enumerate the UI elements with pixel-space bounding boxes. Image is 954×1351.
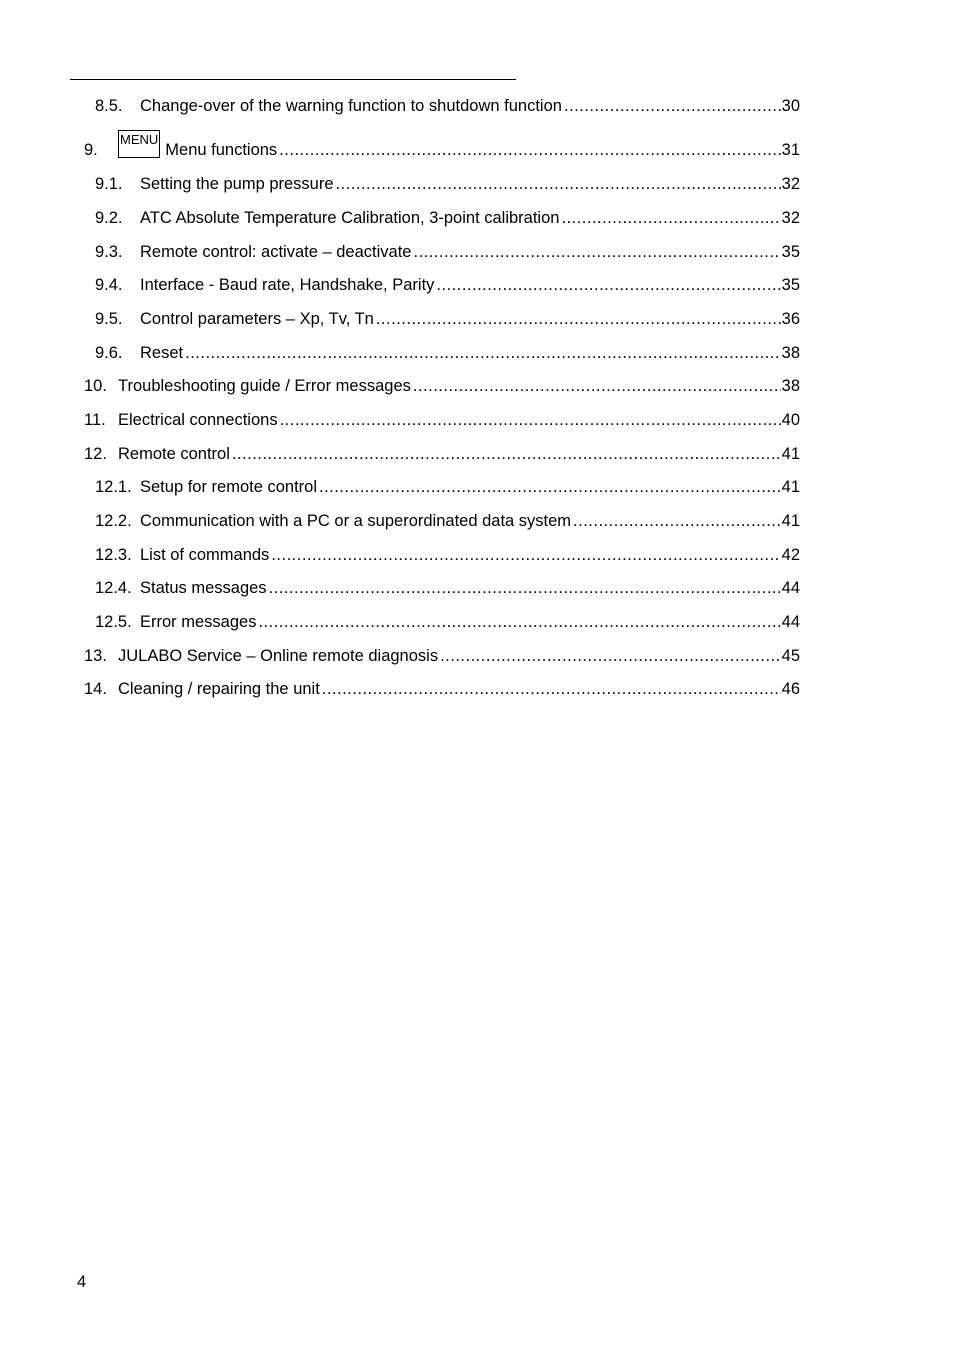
- toc-dot-leader: [271, 545, 780, 565]
- toc-entry-11[interactable]: [84, 408, 800, 430]
- toc-dot-leader: [280, 410, 781, 430]
- toc-entry-title: Reset: [140, 344, 184, 362]
- toc-entry-12-1[interactable]: [95, 475, 800, 497]
- toc-entry-number: 10.: [84, 377, 107, 395]
- toc-entry-number: 12.4.: [95, 579, 132, 597]
- toc-entry-title: List of commands: [140, 546, 270, 564]
- toc-dot-leader: [322, 679, 781, 699]
- toc-entry-number: 9.5.: [95, 310, 123, 328]
- toc-entry-title: Control parameters – Xp, Tv, Tn: [140, 310, 374, 328]
- toc-entry-number: 8.5.: [95, 97, 123, 115]
- toc-entry-number: 9.3.: [95, 243, 123, 261]
- toc-entry-9-5[interactable]: [95, 307, 800, 329]
- toc-entry-page: 41: [781, 512, 800, 530]
- toc-dot-leader: [436, 275, 780, 295]
- toc-entry-12-2[interactable]: [95, 509, 800, 531]
- toc-dot-leader: [185, 343, 781, 363]
- toc-entry-title: Remote control: [118, 445, 230, 463]
- toc-entry-number: 9.6.: [95, 344, 123, 362]
- toc-entry-9-1[interactable]: [95, 172, 800, 194]
- toc-entry-number: 12.: [84, 445, 107, 463]
- toc-entry-page: 42: [781, 546, 800, 564]
- toc-entry-title: JULABO Service – Online remote diagnosis: [118, 647, 439, 665]
- toc-entry-title: Status messages: [140, 579, 267, 597]
- toc-entry-page: 38: [781, 344, 800, 362]
- toc-entry-number: 12.2.: [95, 512, 132, 530]
- toc-dot-leader: [376, 309, 781, 329]
- toc-dot-leader: [564, 96, 781, 116]
- toc-entry-title: Setup for remote control: [140, 478, 318, 496]
- toc-entry-page: 41: [781, 445, 800, 463]
- toc-entry-page: 44: [781, 579, 800, 597]
- toc-entry-page: 38: [781, 377, 800, 395]
- toc-entry-page: 40: [781, 411, 800, 429]
- toc-entry-page: 30: [781, 97, 800, 115]
- toc-entry-page: 44: [781, 613, 800, 631]
- toc-entry-number: 9.2.: [95, 209, 123, 227]
- toc-entry-page: 41: [781, 478, 800, 496]
- toc-entry-title: Setting the pump pressure: [140, 175, 334, 193]
- toc-entry-title: Electrical connections: [118, 411, 278, 429]
- toc-entry-page: 32: [781, 209, 800, 227]
- toc-entry-title: Communication with a PC or a superordinated data system: [140, 512, 572, 530]
- toc-entry-title: Remote control: activate – deactivate: [140, 243, 412, 261]
- toc-dot-leader: [319, 477, 781, 497]
- toc-dot-leader: [561, 208, 780, 228]
- page-number: 4: [77, 1273, 87, 1291]
- toc-dot-leader: [440, 646, 781, 666]
- toc-dot-leader: [279, 140, 780, 160]
- toc-entry-title: Troubleshooting guide / Error messages: [118, 377, 411, 395]
- toc-entry-number: 12.1.: [95, 478, 132, 496]
- toc-entry-title: Error messages: [140, 613, 257, 631]
- toc-entry-number: 12.3.: [95, 546, 132, 564]
- toc-entry-9-3[interactable]: [95, 240, 800, 262]
- toc-dot-leader: [413, 376, 781, 396]
- toc-dot-leader: [336, 174, 781, 194]
- toc-entry-12-4[interactable]: [95, 576, 800, 598]
- toc-dot-leader: [573, 511, 781, 531]
- toc-entry-page: 32: [781, 175, 800, 193]
- toc-entry-title: Interface - Baud rate, Handshake, Parity: [140, 276, 435, 294]
- toc-entry-title: Change-over of the warning function to shutdown function: [140, 97, 562, 115]
- menu-key-icon: MENU: [118, 130, 160, 158]
- toc-dot-leader: [269, 578, 781, 598]
- toc-entry-10[interactable]: [84, 374, 800, 396]
- toc-entry-9[interactable]: [84, 125, 800, 160]
- toc-dot-leader: [413, 242, 780, 262]
- toc-entry-page: 36: [781, 310, 800, 328]
- toc-entry-page: 45: [781, 647, 800, 665]
- toc-entry-page: 35: [781, 243, 800, 261]
- toc-entry-number: 9.: [84, 141, 98, 159]
- toc-entry-9-2[interactable]: [95, 206, 800, 228]
- toc-dot-leader: [258, 612, 780, 632]
- toc-entry-page: 31: [781, 141, 800, 159]
- toc-entry-number: 14.: [84, 680, 107, 698]
- toc-entry-number: 9.1.: [95, 175, 123, 193]
- toc-entry-13[interactable]: [84, 644, 800, 666]
- toc-entry-12-5[interactable]: [95, 610, 800, 632]
- toc-entry-page: 35: [781, 276, 800, 294]
- toc-entry-12[interactable]: [84, 442, 800, 464]
- toc-dot-leader: [232, 444, 781, 464]
- toc-entry-12-3[interactable]: [95, 543, 800, 565]
- toc-entry-title: Cleaning / repairing the unit: [118, 680, 320, 698]
- toc-entry-14[interactable]: [84, 677, 800, 699]
- toc-entry-number: 12.5.: [95, 613, 132, 631]
- toc-entry-8-5[interactable]: [95, 94, 800, 116]
- toc-entry-number: 13.: [84, 647, 107, 665]
- toc-entry-9-4[interactable]: [95, 273, 800, 295]
- toc-entry-9-6[interactable]: [95, 341, 800, 363]
- toc-entry-title: Menu functions: [165, 141, 278, 159]
- toc-entry-title: ATC Absolute Temperature Calibration, 3-point calibration: [140, 209, 560, 227]
- toc-entry-number: 11.: [84, 411, 106, 429]
- toc-entry-number: 9.4.: [95, 276, 123, 294]
- toc-entry-page: 46: [781, 680, 800, 698]
- header-rule: [70, 79, 516, 80]
